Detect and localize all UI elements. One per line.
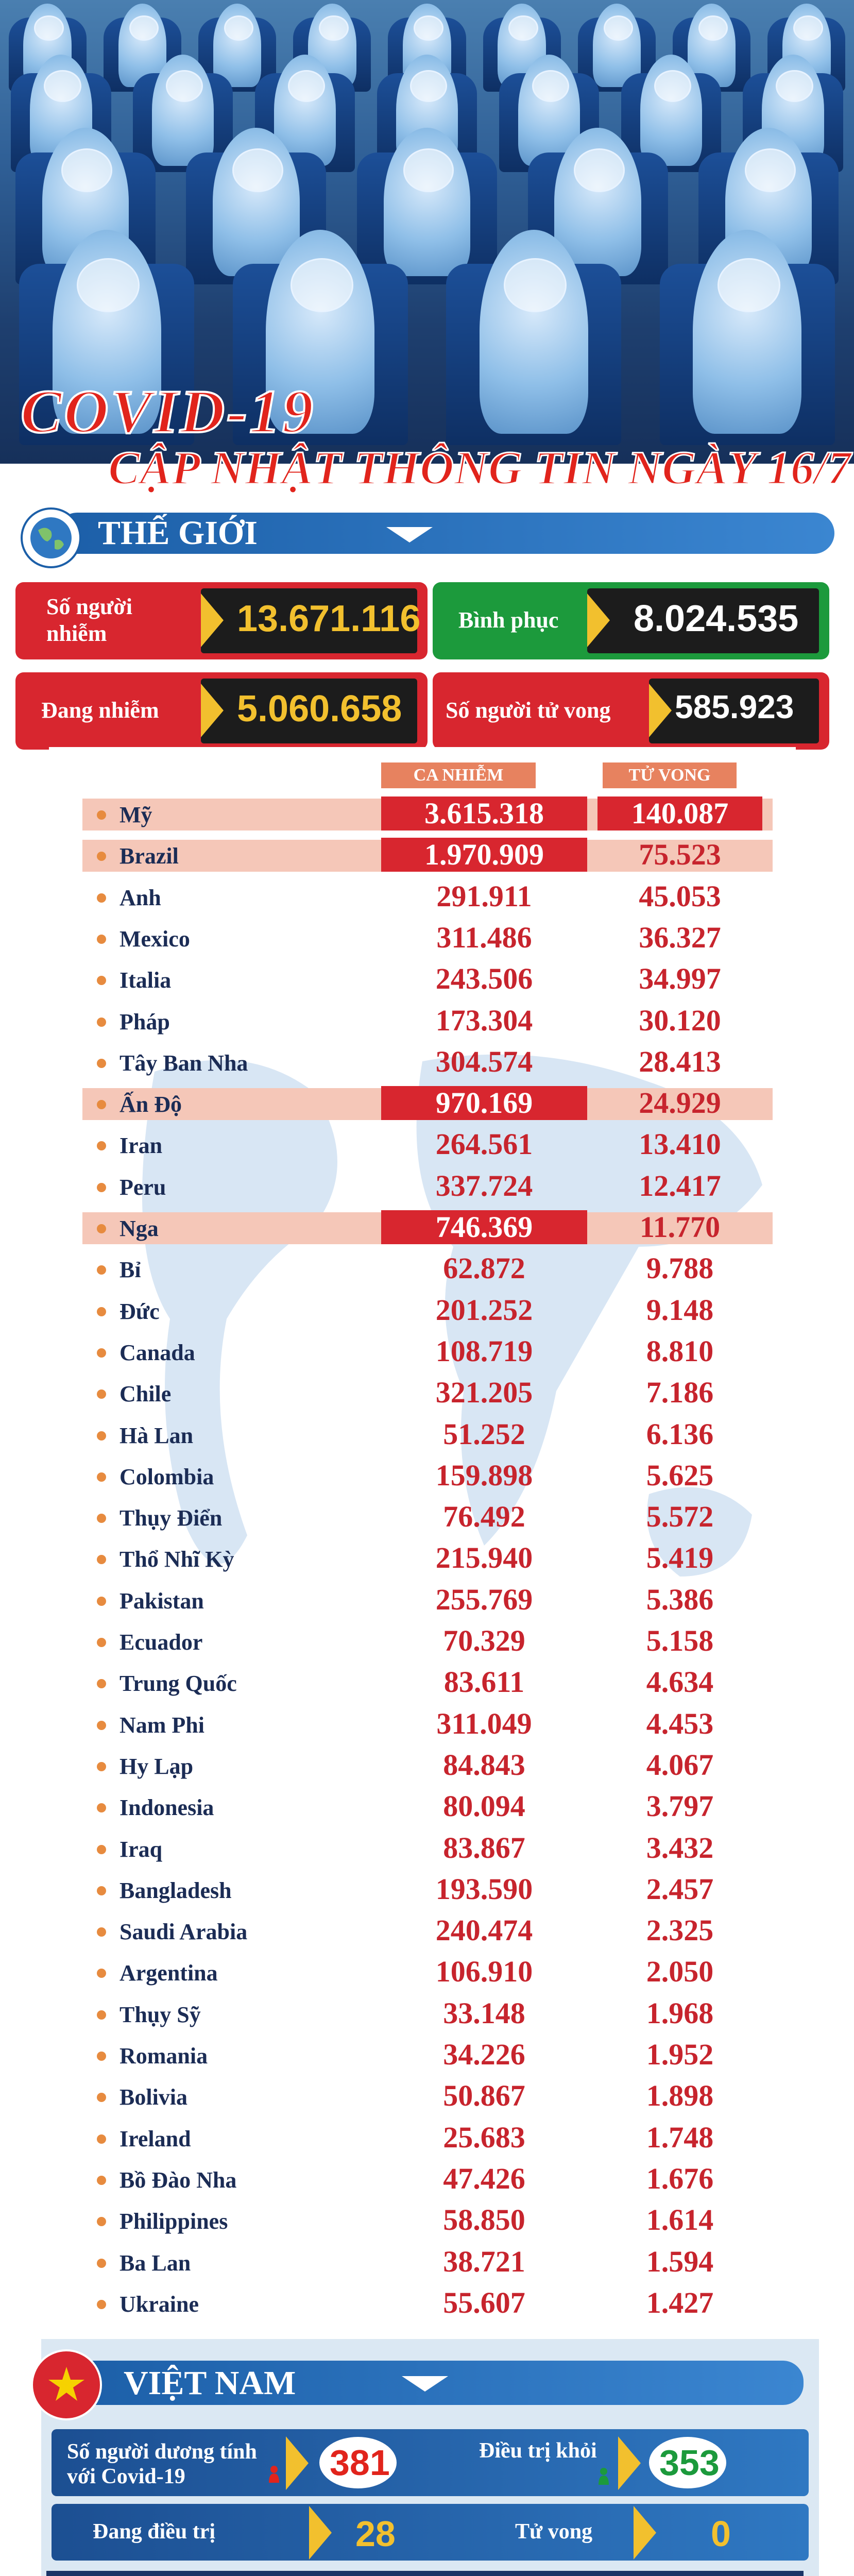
cases-value: 159.898 bbox=[435, 1458, 533, 1492]
table-row bbox=[82, 1580, 778, 1621]
country-name: Pháp bbox=[119, 1009, 170, 1035]
country-name: Canada bbox=[119, 1340, 195, 1365]
country-name: Anh bbox=[119, 885, 161, 910]
deaths-value: 5.625 bbox=[646, 1458, 714, 1492]
table-row bbox=[82, 1083, 778, 1124]
deaths-value: 1.968 bbox=[646, 1996, 714, 2030]
face-shield-shape bbox=[604, 15, 634, 41]
country-name: Thổ Nhĩ Kỳ bbox=[119, 1547, 234, 1572]
bullet-icon bbox=[97, 810, 106, 820]
country-name: Nga bbox=[119, 1216, 159, 1241]
country-name: Philippines bbox=[119, 2209, 228, 2234]
stat-infected-value: 13.671.116 bbox=[237, 598, 421, 639]
bullet-icon bbox=[97, 2010, 106, 2020]
bullet-icon bbox=[97, 1472, 106, 1482]
cases-value: 83.611 bbox=[443, 1665, 525, 1699]
country-name: Thụy Sỹ bbox=[119, 2002, 201, 2027]
bullet-icon bbox=[97, 1927, 106, 1937]
face-shield-shape bbox=[34, 15, 64, 41]
cases-value: 264.561 bbox=[435, 1127, 533, 1161]
table-row bbox=[82, 1745, 778, 1786]
country-name: Pakistan bbox=[119, 1588, 204, 1614]
globe-icon bbox=[21, 507, 81, 568]
cases-value: 33.148 bbox=[443, 1996, 525, 2030]
face-shield-shape bbox=[291, 258, 353, 312]
deaths-value: 5.158 bbox=[646, 1624, 714, 1657]
cases-value: 3.615.318 bbox=[381, 796, 587, 831]
arrow-icon bbox=[618, 2436, 641, 2490]
table-row bbox=[82, 2076, 778, 2117]
table-row bbox=[82, 1166, 778, 1207]
bullet-icon bbox=[97, 1762, 106, 1771]
vietnam-stats-row-2 bbox=[52, 2504, 809, 2561]
country-name: Iran bbox=[119, 1133, 163, 1159]
bullet-icon bbox=[97, 1018, 106, 1027]
bullet-icon bbox=[97, 1803, 106, 1812]
deaths-value: 140.087 bbox=[597, 796, 762, 831]
treating-value: 28 bbox=[355, 2514, 396, 2554]
country-name: Italia bbox=[119, 968, 172, 993]
bullet-icon bbox=[97, 1389, 106, 1399]
cases-value: 58.850 bbox=[443, 2203, 525, 2237]
bullet-icon bbox=[97, 2134, 106, 2144]
country-name: Brazil bbox=[119, 843, 179, 869]
country-name: Indonesia bbox=[119, 1795, 214, 1821]
face-shield-shape bbox=[403, 148, 454, 192]
table-row bbox=[82, 1455, 778, 1497]
bullet-icon bbox=[97, 1183, 106, 1192]
cases-value: 193.590 bbox=[435, 1872, 533, 1906]
stat-active bbox=[15, 672, 428, 750]
country-name: Mỹ bbox=[119, 802, 152, 827]
bullet-icon bbox=[97, 2300, 106, 2309]
bullet-icon bbox=[97, 2217, 106, 2226]
cases-value: 108.719 bbox=[435, 1334, 533, 1368]
world-section-title: THẾ GIỚI bbox=[98, 514, 258, 552]
table-row bbox=[82, 1042, 778, 1083]
country-name: Ấn Độ bbox=[119, 1092, 182, 1117]
face-shield-shape bbox=[129, 15, 159, 41]
deaths-value: 1.427 bbox=[646, 2285, 714, 2319]
stat-deaths-label: Số người tử vong bbox=[446, 698, 611, 723]
deaths-value: 2.325 bbox=[646, 1913, 714, 1947]
cases-value: 62.872 bbox=[443, 1251, 525, 1285]
deaths-value: 11.770 bbox=[639, 1210, 721, 1244]
face-shield-shape bbox=[414, 15, 443, 41]
cases-value: 321.205 bbox=[435, 1376, 533, 1410]
country-name: Ecuador bbox=[119, 1630, 203, 1655]
table-row bbox=[82, 1621, 778, 1662]
table-row bbox=[82, 1001, 778, 1042]
deaths-value: 9.148 bbox=[646, 1293, 714, 1327]
deaths-value: 4.634 bbox=[646, 1665, 714, 1699]
deaths-value: 75.523 bbox=[639, 838, 721, 872]
deaths-value: 1.952 bbox=[646, 2038, 714, 2071]
deaths-value: 8.810 bbox=[646, 1334, 714, 1368]
bullet-icon bbox=[97, 1431, 106, 1440]
deaths-value: 1.748 bbox=[646, 2120, 714, 2154]
provinces-panel bbox=[46, 2571, 804, 2576]
face-shield-shape bbox=[410, 70, 447, 102]
bullet-icon bbox=[97, 1721, 106, 1730]
bullet-icon bbox=[97, 1265, 106, 1275]
chevron-down-icon bbox=[402, 2376, 448, 2392]
deaths-value: 28.413 bbox=[639, 1044, 721, 1078]
country-name: Iraq bbox=[119, 1836, 163, 1862]
cases-value: 240.474 bbox=[435, 1913, 533, 1947]
table-row bbox=[82, 1290, 778, 1331]
bullet-icon bbox=[97, 1100, 106, 1109]
bullet-icon bbox=[97, 2093, 106, 2102]
face-shield-shape bbox=[718, 258, 780, 312]
deaths-value: 5.572 bbox=[646, 1500, 714, 1534]
bullet-icon bbox=[97, 1141, 106, 1150]
bullet-icon bbox=[97, 2052, 106, 2061]
cases-value: 311.049 bbox=[436, 1706, 532, 1740]
recovered-label: Điều trị khỏi bbox=[479, 2439, 597, 2463]
recovered-value: 353 bbox=[659, 2443, 720, 2483]
table-row bbox=[82, 2035, 778, 2076]
table-row bbox=[82, 1497, 778, 1538]
table-row bbox=[82, 1124, 778, 1165]
table-row bbox=[82, 1538, 778, 1579]
table-row bbox=[82, 2159, 778, 2200]
country-name: Bolivia bbox=[119, 2084, 188, 2110]
bullet-icon bbox=[97, 1555, 106, 1564]
deaths-value: 12.417 bbox=[639, 1168, 721, 1202]
country-name: Ba Lan bbox=[119, 2250, 191, 2276]
deaths-value: 3.432 bbox=[646, 1831, 714, 1865]
table-row bbox=[82, 2242, 778, 2283]
table-row bbox=[82, 1704, 778, 1745]
face-shield-shape bbox=[232, 148, 283, 192]
bullet-icon bbox=[97, 1597, 106, 1606]
stat-active-value: 5.060.658 bbox=[237, 688, 402, 730]
face-shield-shape bbox=[776, 70, 813, 102]
bullet-icon bbox=[97, 976, 106, 985]
vietnam-section-header bbox=[31, 2349, 814, 2416]
table-row bbox=[82, 918, 778, 959]
country-name: Hy Lạp bbox=[119, 1753, 194, 1779]
bullet-icon bbox=[97, 1307, 106, 1316]
table-row bbox=[82, 1828, 778, 1869]
stat-infected-label: Số người nhiễm bbox=[46, 594, 132, 646]
cases-value: 51.252 bbox=[443, 1417, 525, 1451]
table-row bbox=[82, 959, 778, 1000]
face-shield-shape bbox=[508, 15, 538, 41]
cases-value: 83.867 bbox=[443, 1831, 525, 1865]
cases-value: 70.329 bbox=[443, 1624, 525, 1657]
face-shield-shape bbox=[77, 258, 140, 312]
bullet-icon bbox=[97, 2176, 106, 2185]
page-subtitle: CẬP NHẬT THÔNG TIN NGÀY 16/7 bbox=[108, 442, 851, 494]
deaths-value: 9.788 bbox=[646, 1251, 714, 1285]
stat-recovered bbox=[433, 582, 829, 659]
face-shield-shape bbox=[288, 70, 325, 102]
cases-value: 34.226 bbox=[443, 2038, 525, 2071]
deaths-value: 2.050 bbox=[646, 1955, 714, 1989]
country-name: Đức bbox=[119, 1298, 160, 1324]
deaths-value: 6.136 bbox=[646, 1417, 714, 1451]
country-name: Argentina bbox=[119, 1960, 218, 1986]
deaths-value: 0 bbox=[711, 2514, 731, 2554]
country-name: Bồ Đào Nha bbox=[119, 2167, 237, 2193]
arrow-icon bbox=[649, 684, 672, 737]
deaths-value: 13.410 bbox=[639, 1127, 721, 1161]
country-name: Peru bbox=[119, 1174, 166, 1200]
bullet-icon bbox=[97, 1059, 106, 1068]
deaths-value: 45.053 bbox=[639, 879, 721, 913]
cases-value: 304.574 bbox=[435, 1044, 533, 1078]
deaths-value: 34.997 bbox=[639, 962, 721, 996]
vietnam-flag-icon bbox=[31, 2349, 102, 2420]
country-name: Colombia bbox=[119, 1464, 214, 1489]
face-shield-shape bbox=[793, 15, 823, 41]
deaths-value: 36.327 bbox=[639, 920, 721, 954]
table-row bbox=[82, 1869, 778, 1910]
cases-value: 25.683 bbox=[443, 2120, 525, 2154]
cases-value: 106.910 bbox=[435, 1955, 533, 1989]
bullet-icon bbox=[97, 1638, 106, 1647]
stat-infected bbox=[15, 582, 428, 659]
table-row bbox=[82, 2283, 778, 2324]
table-row bbox=[82, 1372, 778, 1414]
country-name: Saudi Arabia bbox=[119, 1919, 248, 1945]
arrow-icon bbox=[309, 2506, 332, 2560]
arrow-icon bbox=[201, 594, 224, 647]
deaths-value: 1.898 bbox=[646, 2079, 714, 2113]
country-name: Romania bbox=[119, 2043, 208, 2069]
bullet-icon bbox=[97, 1969, 106, 1978]
cases-value: 311.486 bbox=[436, 920, 532, 954]
face-shield-shape bbox=[574, 148, 625, 192]
country-name: Ireland bbox=[119, 2126, 191, 2151]
deaths-value: 30.120 bbox=[639, 1003, 721, 1037]
table-row bbox=[82, 1414, 778, 1455]
bullet-icon bbox=[97, 893, 106, 903]
face-shield-shape bbox=[504, 258, 567, 312]
country-name: Tây Ban Nha bbox=[119, 1050, 248, 1076]
face-shield-shape bbox=[61, 148, 112, 192]
table-row bbox=[82, 1952, 778, 1993]
deaths-value: 5.386 bbox=[646, 1582, 714, 1616]
vietnam-section-title: VIỆT NAM bbox=[124, 2364, 296, 2402]
cases-value: 255.769 bbox=[435, 1582, 533, 1616]
table-row bbox=[82, 876, 778, 918]
country-name: Bỉ bbox=[119, 1257, 141, 1283]
cases-value: 201.252 bbox=[435, 1293, 533, 1327]
table-row bbox=[82, 1993, 778, 2035]
country-name: Thụy Điển bbox=[119, 1505, 223, 1531]
bullet-icon bbox=[97, 1348, 106, 1358]
table-row bbox=[82, 1786, 778, 1827]
cases-value: 47.426 bbox=[443, 2161, 525, 2195]
bullet-icon bbox=[97, 1845, 106, 1854]
deaths-value: 24.929 bbox=[639, 1086, 721, 1120]
deaths-value: 1.594 bbox=[646, 2244, 714, 2278]
bullet-icon bbox=[97, 1679, 106, 1688]
column-header-deaths: TỬ VONG bbox=[603, 762, 737, 788]
deaths-value: 1.676 bbox=[646, 2161, 714, 2195]
positive-label: Số người dương tính với Covid-19 bbox=[67, 2440, 257, 2488]
country-name: Mexico bbox=[119, 926, 190, 952]
table-row bbox=[82, 1207, 778, 1248]
arrow-icon bbox=[587, 594, 610, 647]
face-shield-shape bbox=[44, 70, 81, 102]
deaths-value: 4.453 bbox=[646, 1706, 714, 1740]
stat-active-label: Đang nhiễm bbox=[41, 698, 159, 723]
stat-deaths bbox=[433, 672, 829, 750]
deaths-label: Tử vong bbox=[515, 2520, 593, 2544]
face-shield-shape bbox=[745, 148, 796, 192]
bullet-icon bbox=[97, 935, 106, 944]
red-person-icon bbox=[268, 2465, 280, 2483]
deaths-value: 7.186 bbox=[646, 1376, 714, 1410]
cases-value: 746.369 bbox=[381, 1210, 587, 1244]
table-row bbox=[82, 2117, 778, 2159]
country-name: Chile bbox=[119, 1381, 172, 1407]
table-row bbox=[82, 2200, 778, 2241]
face-shield-shape bbox=[319, 15, 349, 41]
cases-value: 80.094 bbox=[443, 1789, 525, 1823]
cases-value: 970.169 bbox=[381, 1086, 587, 1120]
cases-value: 1.970.909 bbox=[381, 838, 587, 872]
cases-value: 291.911 bbox=[436, 879, 532, 913]
deaths-value: 5.419 bbox=[646, 1541, 714, 1575]
bullet-icon bbox=[97, 2259, 106, 2268]
stat-recovered-label: Bình phục bbox=[458, 607, 559, 633]
cases-value: 173.304 bbox=[435, 1003, 533, 1037]
chevron-down-icon bbox=[386, 527, 433, 543]
arrow-icon bbox=[634, 2506, 656, 2560]
arrow-icon bbox=[286, 2436, 309, 2490]
cases-value: 55.607 bbox=[443, 2285, 525, 2319]
deaths-value: 2.457 bbox=[646, 1872, 714, 1906]
cases-value: 50.867 bbox=[443, 2079, 525, 2113]
table-row bbox=[82, 1331, 778, 1372]
cases-value: 337.724 bbox=[435, 1168, 533, 1202]
stat-deaths-value: 585.923 bbox=[675, 688, 794, 725]
face-shield-shape bbox=[654, 70, 691, 102]
country-name: Nam Phi bbox=[119, 1712, 204, 1738]
vietnam-stats-row-1 bbox=[52, 2429, 809, 2496]
face-shield-shape bbox=[224, 15, 254, 41]
table-row bbox=[82, 835, 778, 876]
cases-value: 38.721 bbox=[443, 2244, 525, 2278]
stat-recovered-value: 8.024.535 bbox=[634, 598, 799, 639]
bullet-icon bbox=[97, 1224, 106, 1233]
column-header-cases: CA NHIỄM bbox=[381, 762, 536, 788]
table-row bbox=[82, 1662, 778, 1703]
treating-label: Đang điều trị bbox=[93, 2520, 216, 2544]
bullet-icon bbox=[97, 1514, 106, 1523]
deaths-value: 3.797 bbox=[646, 1789, 714, 1823]
country-name: Hà Lan bbox=[119, 1422, 194, 1448]
cases-value: 84.843 bbox=[443, 1748, 525, 1782]
positive-value: 381 bbox=[330, 2443, 390, 2483]
arrow-icon bbox=[201, 684, 224, 737]
country-name: Ukraine bbox=[119, 2291, 199, 2317]
page-title: COVID-19 bbox=[21, 377, 316, 446]
cases-value: 76.492 bbox=[443, 1500, 525, 1534]
bullet-icon bbox=[97, 1886, 106, 1895]
country-name: Bangladesh bbox=[119, 1877, 232, 1903]
world-section-header bbox=[21, 507, 834, 564]
face-shield-shape bbox=[532, 70, 569, 102]
table-row bbox=[82, 1910, 778, 1952]
table-row bbox=[82, 793, 778, 835]
cases-value: 243.506 bbox=[435, 962, 533, 996]
green-person-icon bbox=[597, 2467, 610, 2485]
deaths-value: 4.067 bbox=[646, 1748, 714, 1782]
cases-value: 215.940 bbox=[435, 1541, 533, 1575]
table-row bbox=[82, 1248, 778, 1290]
country-name: Trung Quốc bbox=[119, 1671, 237, 1697]
deaths-value: 1.614 bbox=[646, 2203, 714, 2237]
